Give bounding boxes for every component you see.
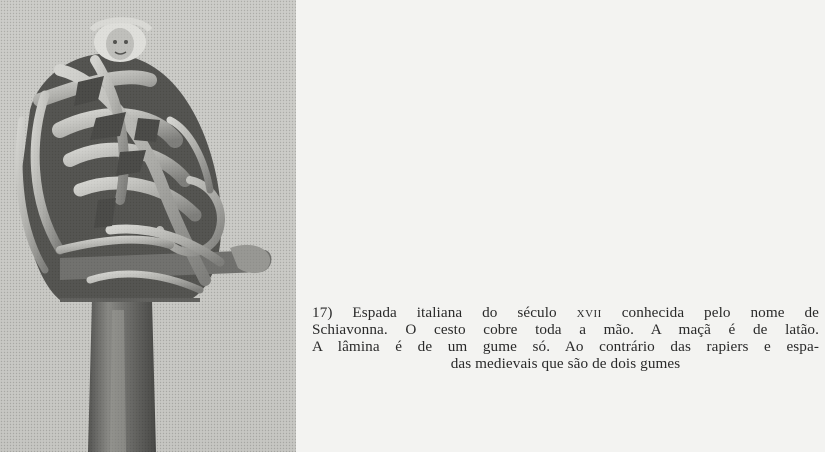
caption-line-1 <box>312 304 819 321</box>
sword-hilt-photo <box>0 0 296 452</box>
caption-line-1-end: conhecida pelo nome de <box>601 304 819 321</box>
caption-line-1-start: 17) Espada italiana do século <box>312 304 577 321</box>
century-numeral: xvii <box>576 304 602 321</box>
figure-caption <box>312 304 819 372</box>
caption-line-2: Schiavonna. O cesto cobre toda a mão. A maçã é de latão. <box>312 321 819 338</box>
caption-line-4: das medievais que são de dois gumes <box>450 355 681 372</box>
caption-line-3: A lâmina é de um gume só. Ao contrário das rapiers e espa- <box>312 338 819 355</box>
schiavona-basket-hilt-image <box>0 0 296 452</box>
